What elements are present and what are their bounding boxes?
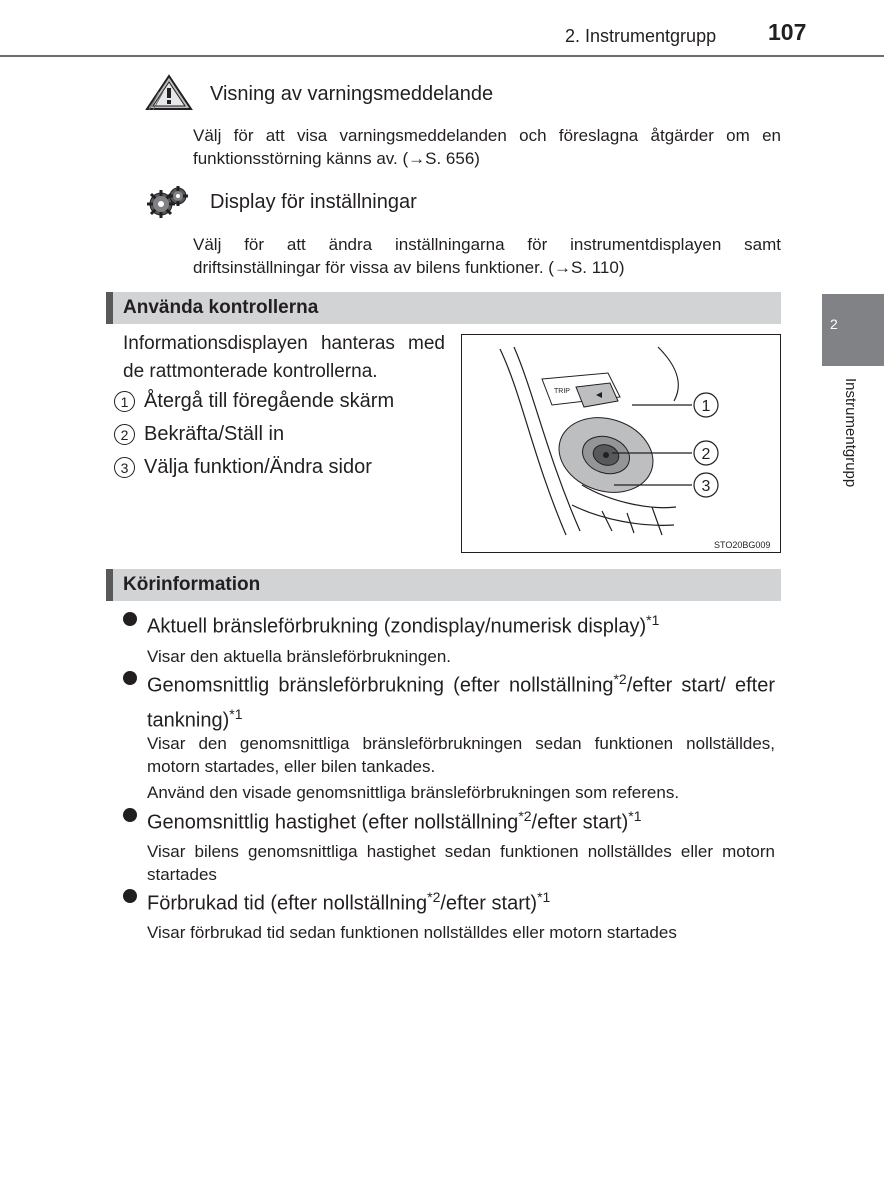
bullet-icon (123, 612, 137, 626)
warning-display-description: Välj för att visa varningsmeddelanden och föreslagna åtgärder om en funktionsstörning känns av. (→S. 656) (193, 126, 781, 168)
number-badge: 3 (114, 457, 135, 478)
control-item-3 (114, 456, 372, 479)
chapter-tab-number: 2 (830, 316, 838, 332)
footnote-ref: *1 (229, 705, 243, 722)
gears-icon (143, 182, 195, 222)
callout-1: 1 (701, 398, 711, 415)
chapter-tab-label: Instrumentgrupp (842, 378, 859, 488)
number-badge: 1 (114, 391, 135, 412)
bullet-text: Aktuell bränsleförbrukning (zondisplay/numerisk display) (147, 615, 647, 638)
bullet-text: /efter start) (531, 811, 629, 834)
bullet-text: /efter start) (440, 892, 538, 915)
footnote-ref: *1 (646, 612, 660, 628)
footnote-ref: *2 (518, 808, 532, 824)
footnote-ref: *1 (537, 889, 551, 905)
bullet-description: Visar den aktuella bränsleförbrukningen. (147, 647, 451, 666)
callout-2: 2 (701, 446, 711, 463)
chapter-title: 2. Instrumentgrupp (565, 26, 717, 46)
bullet-text: Genomsnittlig bränsleförbrukning (efter nollställning (147, 674, 614, 697)
settings-display-title: Display för inställningar (210, 191, 417, 213)
control-item-2 (114, 423, 284, 446)
bullet-text: Genomsnittlig hastighet (efter nollställning (147, 811, 519, 834)
steering-controls-figure (461, 334, 781, 553)
footnote-ref: *1 (628, 808, 642, 824)
control-item-1 (114, 390, 394, 413)
warning-display-title: Visning av varningsmeddelande (210, 83, 494, 105)
figure-code: STO20BG009 (714, 540, 771, 550)
controls-intro: Informationsdisplayen hanteras med de rattmonterade kontrollerna. (123, 333, 445, 382)
page-number: 107 (768, 19, 807, 45)
footnote-ref: *2 (613, 671, 627, 687)
section-heading-drive-info: Körinformation (106, 569, 781, 601)
bullet-text: Förbrukad tid (efter nollställning (147, 892, 428, 915)
settings-display-description: Välj för att ändra inställningarna för instrumentdisplayen samt driftsinställningar för vissa av bilens funktioner. (→S. 110) (193, 235, 781, 277)
number-badge: 2 (114, 424, 135, 445)
footnote-ref: *2 (427, 889, 441, 905)
control-item-text: Återgå till föregående skärm (144, 390, 395, 412)
bullet-icon (123, 889, 137, 903)
bullet-text: /efter start/ efter tankning) (147, 674, 775, 732)
bullet-description: Visar den genomsnittliga bränsleförbrukningen sedan funktionen nollställdes, motorn startades, eller bilen tankades. (147, 734, 775, 776)
callout-3: 3 (701, 478, 711, 495)
section-heading-controls: Använda kontrollerna (106, 292, 781, 324)
warning-triangle-icon (143, 72, 195, 112)
control-item-text: Välja funktion/Ändra sidor (144, 456, 372, 478)
bullet-description: Visar bilens genomsnittliga hastighet sedan funktionen nollställdes eller motorn startades (147, 842, 775, 884)
bullet-description: Visar förbrukad tid sedan funktionen nollställdes eller motorn startades (147, 923, 677, 942)
header-divider (0, 55, 884, 57)
bullet-icon (123, 671, 137, 685)
bullet-icon (123, 808, 137, 822)
trip-button-label: TRIP (554, 388, 570, 395)
control-item-text: Bekräfta/Ställ in (144, 423, 285, 445)
bullet-description: Använd den visade genomsnittliga bränsleförbrukningen som referens. (147, 783, 680, 802)
